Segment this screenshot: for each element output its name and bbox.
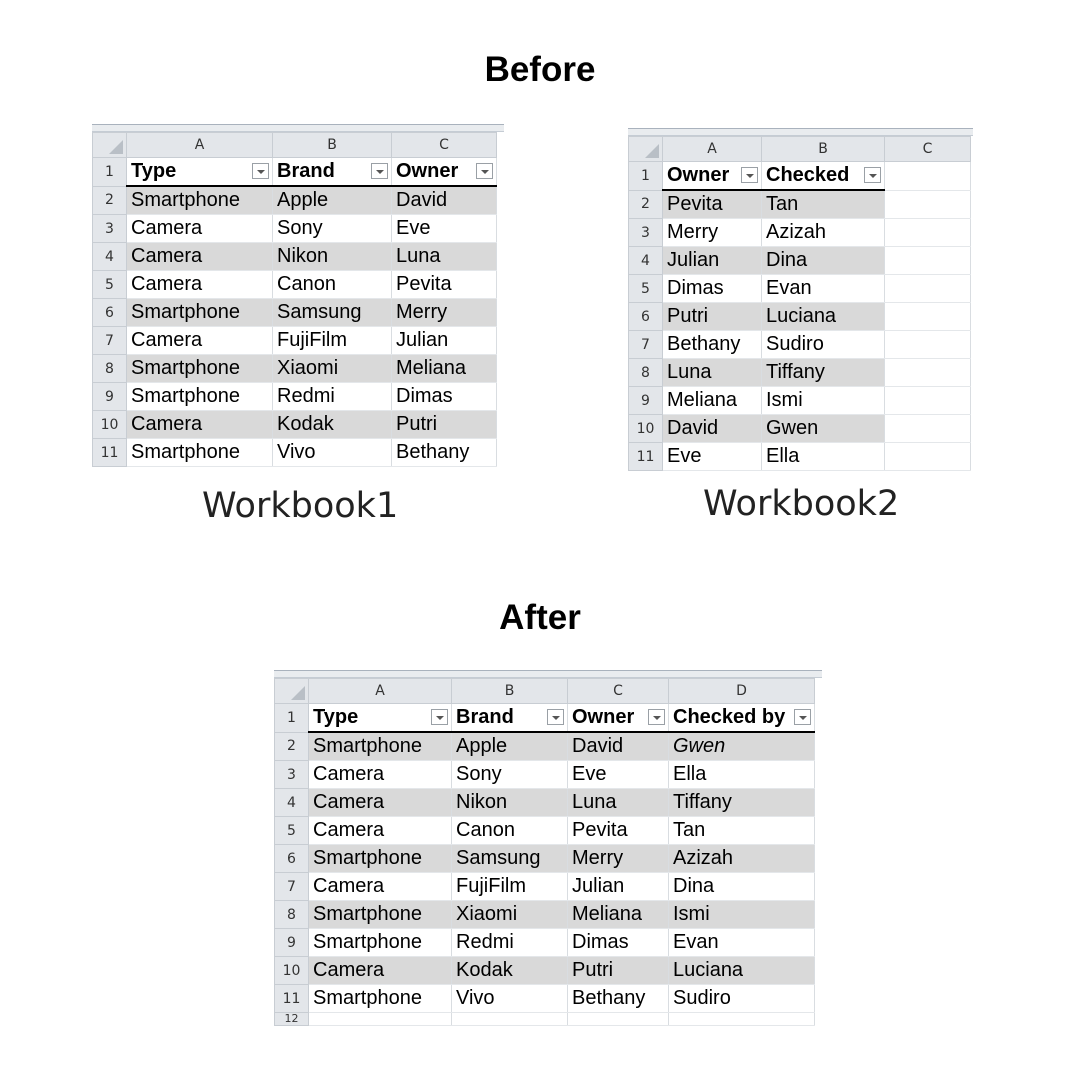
table-row: [93, 439, 497, 467]
data-cell[interactable]: Redmi: [452, 929, 568, 957]
row-number[interactable]: 6: [629, 303, 663, 331]
row-number[interactable]: 10: [629, 415, 663, 443]
before-heading: Before: [484, 50, 596, 89]
filter-dropdown-icon[interactable]: [648, 709, 665, 725]
empty-cell[interactable]: [885, 331, 971, 359]
column-title-cell[interactable]: [127, 158, 273, 187]
data-cell[interactable]: Smartphone: [309, 845, 452, 873]
data-cell[interactable]: Dimas: [568, 929, 669, 957]
row-number[interactable]: 2: [629, 190, 663, 219]
data-cell[interactable]: David: [663, 415, 762, 443]
table-row: [275, 817, 815, 845]
data-cell[interactable]: Dina: [669, 873, 815, 901]
data-cell[interactable]: Ella: [762, 443, 885, 471]
workbook2-sheet: [628, 128, 973, 471]
row-number[interactable]: 8: [629, 359, 663, 387]
filter-dropdown-icon[interactable]: [252, 163, 269, 179]
data-cell[interactable]: Julian: [663, 247, 762, 275]
data-cell[interactable]: Xiaomi: [273, 355, 392, 383]
column-title: Type: [313, 706, 359, 728]
column-title-cell[interactable]: [663, 162, 762, 191]
data-cell[interactable]: Luna: [392, 243, 497, 271]
data-cell[interactable]: Camera: [309, 761, 452, 789]
workbook1-sheet: [92, 124, 504, 467]
table-row: [93, 411, 497, 439]
workbook2-ribbon-strip: [628, 128, 973, 136]
table-row: [629, 190, 971, 219]
row-number[interactable]: 10: [93, 411, 127, 439]
row-number[interactable]: 5: [93, 271, 127, 299]
row-number[interactable]: 9: [629, 387, 663, 415]
data-cell[interactable]: David: [568, 732, 669, 761]
table-row: [93, 186, 497, 215]
table-row: [629, 331, 971, 359]
table-row: [629, 219, 971, 247]
data-cell[interactable]: Luciana: [762, 303, 885, 331]
data-cell[interactable]: Smartphone: [127, 439, 273, 467]
result-ribbon-strip: [274, 670, 822, 678]
data-cell[interactable]: Samsung: [452, 845, 568, 873]
filter-dropdown-icon[interactable]: [864, 167, 881, 183]
filter-dropdown-icon[interactable]: [431, 709, 448, 725]
empty-cell[interactable]: [885, 162, 971, 191]
row-number[interactable]: 8: [275, 901, 309, 929]
data-cell[interactable]: Samsung: [273, 299, 392, 327]
data-cell[interactable]: Bethany: [392, 439, 497, 467]
row-number[interactable]: 12: [275, 1013, 309, 1026]
row-number[interactable]: 7: [275, 873, 309, 901]
empty-cell[interactable]: [885, 219, 971, 247]
data-cell[interactable]: Smartphone: [309, 929, 452, 957]
column-title: Owner: [667, 164, 730, 186]
empty-cell[interactable]: [568, 1013, 669, 1026]
data-cell[interactable]: Ella: [669, 761, 815, 789]
row-number[interactable]: 5: [629, 275, 663, 303]
data-cell[interactable]: Evan: [669, 929, 815, 957]
column-title-cell[interactable]: [273, 158, 392, 187]
data-cell[interactable]: Camera: [309, 789, 452, 817]
data-cell[interactable]: Camera: [309, 873, 452, 901]
data-cell[interactable]: Eve: [568, 761, 669, 789]
column-title: Owner: [572, 706, 635, 728]
data-cell[interactable]: Sudiro: [669, 985, 815, 1013]
data-cell[interactable]: Tiffany: [762, 359, 885, 387]
select-all-corner[interactable]: [275, 679, 309, 704]
data-cell[interactable]: Smartphone: [127, 355, 273, 383]
data-cell[interactable]: Smartphone: [309, 732, 452, 761]
column-header-b[interactable]: B: [452, 679, 568, 704]
data-cell[interactable]: Canon: [273, 271, 392, 299]
table-row: [275, 761, 815, 789]
empty-cell[interactable]: [885, 275, 971, 303]
data-cell[interactable]: Dimas: [392, 383, 497, 411]
workbook1-ribbon-strip: [92, 124, 504, 132]
data-cell[interactable]: Merry: [663, 219, 762, 247]
row-number[interactable]: 5: [275, 817, 309, 845]
row-number[interactable]: 9: [275, 929, 309, 957]
row-number[interactable]: 4: [93, 243, 127, 271]
data-cell[interactable]: Julian: [568, 873, 669, 901]
table-row: [629, 303, 971, 331]
column-header-a[interactable]: A: [309, 679, 452, 704]
data-cell[interactable]: Ismi: [762, 387, 885, 415]
empty-cell[interactable]: [885, 190, 971, 219]
empty-cell[interactable]: [452, 1013, 568, 1026]
data-cell[interactable]: Smartphone: [309, 985, 452, 1013]
table-row: [275, 873, 815, 901]
row-number[interactable]: 11: [93, 439, 127, 467]
column-header-d[interactable]: D: [669, 679, 815, 704]
data-cell[interactable]: Tiffany: [669, 789, 815, 817]
data-cell[interactable]: Bethany: [663, 331, 762, 359]
table-row: [93, 271, 497, 299]
table-row: [275, 901, 815, 929]
data-cell[interactable]: Camera: [309, 817, 452, 845]
row-number[interactable]: 1: [93, 158, 127, 187]
column-header-c[interactable]: C: [885, 137, 971, 162]
select-all-corner[interactable]: [93, 133, 127, 158]
row-number[interactable]: 3: [275, 761, 309, 789]
filter-dropdown-icon[interactable]: [741, 167, 758, 183]
table-row: [93, 215, 497, 243]
empty-cell[interactable]: [885, 415, 971, 443]
header-row: [93, 158, 497, 187]
data-cell[interactable]: Putri: [663, 303, 762, 331]
row-number[interactable]: 11: [629, 443, 663, 471]
workbook1-caption: Workbook1: [202, 486, 399, 526]
row-number[interactable]: 11: [275, 985, 309, 1013]
column-title: Type: [131, 160, 177, 182]
data-cell[interactable]: Camera: [127, 271, 273, 299]
column-header-c[interactable]: C: [392, 133, 497, 158]
row-number[interactable]: 6: [275, 845, 309, 873]
table-row: [629, 359, 971, 387]
row-number[interactable]: 3: [629, 219, 663, 247]
column-header-a[interactable]: A: [663, 137, 762, 162]
row-number[interactable]: 4: [629, 247, 663, 275]
table-row: [93, 299, 497, 327]
select-all-corner[interactable]: [629, 137, 663, 162]
after-heading: After: [499, 598, 581, 637]
data-cell[interactable]: Luciana: [669, 957, 815, 985]
table-row: [93, 355, 497, 383]
data-cell[interactable]: Putri: [568, 957, 669, 985]
empty-cell[interactable]: [669, 1013, 815, 1026]
data-cell[interactable]: Smartphone: [127, 186, 273, 215]
column-title: Checked: [766, 164, 850, 186]
table-row: [93, 383, 497, 411]
result-sheet: [274, 670, 822, 1026]
data-cell[interactable]: Tan: [669, 817, 815, 845]
data-cell[interactable]: Smartphone: [127, 383, 273, 411]
data-cell[interactable]: Xiaomi: [452, 901, 568, 929]
data-cell[interactable]: Meliana: [663, 387, 762, 415]
table-row: [275, 732, 815, 761]
data-cell[interactable]: Nikon: [452, 789, 568, 817]
table-row: [275, 1013, 815, 1026]
data-cell[interactable]: Luna: [568, 789, 669, 817]
row-number[interactable]: 8: [93, 355, 127, 383]
filter-dropdown-icon[interactable]: [547, 709, 564, 725]
data-cell[interactable]: Apple: [273, 186, 392, 215]
table-row: [93, 243, 497, 271]
data-cell[interactable]: Pevita: [663, 190, 762, 219]
data-cell[interactable]: Smartphone: [309, 901, 452, 929]
column-title: Checked by: [673, 706, 786, 728]
data-cell[interactable]: Kodak: [452, 957, 568, 985]
data-cell[interactable]: Merry: [392, 299, 497, 327]
result-grid: [274, 678, 815, 1026]
data-cell[interactable]: Pevita: [568, 817, 669, 845]
data-cell[interactable]: Sony: [452, 761, 568, 789]
empty-cell[interactable]: [885, 303, 971, 331]
data-cell[interactable]: Camera: [127, 215, 273, 243]
empty-cell[interactable]: [885, 247, 971, 275]
data-cell[interactable]: Redmi: [273, 383, 392, 411]
row-number[interactable]: 1: [629, 162, 663, 191]
data-cell[interactable]: Camera: [309, 957, 452, 985]
data-cell[interactable]: Nikon: [273, 243, 392, 271]
row-number[interactable]: 1: [275, 704, 309, 733]
filter-dropdown-icon[interactable]: [476, 163, 493, 179]
data-cell[interactable]: David: [392, 186, 497, 215]
data-cell[interactable]: Putri: [392, 411, 497, 439]
empty-cell[interactable]: [309, 1013, 452, 1026]
data-cell[interactable]: Apple: [452, 732, 568, 761]
empty-cell[interactable]: [885, 443, 971, 471]
data-cell[interactable]: Vivo: [273, 439, 392, 467]
data-cell[interactable]: Camera: [127, 243, 273, 271]
table-row: [275, 957, 815, 985]
data-cell[interactable]: Smartphone: [127, 299, 273, 327]
column-title-cell[interactable]: [568, 704, 669, 733]
data-cell[interactable]: Sony: [273, 215, 392, 243]
empty-cell[interactable]: [885, 387, 971, 415]
data-cell[interactable]: Sudiro: [762, 331, 885, 359]
column-title-cell[interactable]: [392, 158, 497, 187]
table-row: [629, 247, 971, 275]
data-cell[interactable]: Eve: [663, 443, 762, 471]
table-row: [629, 415, 971, 443]
data-cell[interactable]: Camera: [127, 411, 273, 439]
table-row: [275, 845, 815, 873]
column-title-cell[interactable]: [762, 162, 885, 191]
data-cell[interactable]: Luna: [663, 359, 762, 387]
column-header-c[interactable]: C: [568, 679, 669, 704]
data-cell[interactable]: Dina: [762, 247, 885, 275]
data-cell[interactable]: Canon: [452, 817, 568, 845]
header-row: [629, 162, 971, 191]
table-row: [275, 929, 815, 957]
workbook2-caption: Workbook2: [703, 484, 900, 524]
data-cell[interactable]: Pevita: [392, 271, 497, 299]
table-row: [93, 327, 497, 355]
data-cell[interactable]: Tan: [762, 190, 885, 219]
row-number[interactable]: 7: [629, 331, 663, 359]
column-title-cell[interactable]: [669, 704, 815, 733]
row-number[interactable]: 7: [93, 327, 127, 355]
empty-cell[interactable]: [885, 359, 971, 387]
table-row: [275, 789, 815, 817]
column-title-cell[interactable]: [309, 704, 452, 733]
data-cell[interactable]: Kodak: [273, 411, 392, 439]
data-cell[interactable]: FujiFilm: [452, 873, 568, 901]
table-row: [629, 443, 971, 471]
column-title: Brand: [277, 160, 335, 182]
data-cell[interactable]: Dimas: [663, 275, 762, 303]
data-cell[interactable]: Meliana: [568, 901, 669, 929]
data-cell[interactable]: Eve: [392, 215, 497, 243]
column-header-b[interactable]: B: [762, 137, 885, 162]
filter-dropdown-icon[interactable]: [371, 163, 388, 179]
header-row: [275, 704, 815, 733]
table-row: [629, 275, 971, 303]
table-row: [275, 985, 815, 1013]
data-cell[interactable]: Julian: [392, 327, 497, 355]
row-number[interactable]: 2: [275, 732, 309, 761]
data-cell[interactable]: Vivo: [452, 985, 568, 1013]
data-cell[interactable]: Azizah: [669, 845, 815, 873]
row-number[interactable]: 10: [275, 957, 309, 985]
column-title: Brand: [456, 706, 514, 728]
data-cell[interactable]: Gwen: [669, 732, 815, 761]
data-cell[interactable]: Camera: [127, 327, 273, 355]
row-number[interactable]: 4: [275, 789, 309, 817]
row-number[interactable]: 6: [93, 299, 127, 327]
data-cell[interactable]: Gwen: [762, 415, 885, 443]
data-cell[interactable]: Bethany: [568, 985, 669, 1013]
column-header-a[interactable]: A: [127, 133, 273, 158]
column-title: Owner: [396, 160, 459, 182]
data-cell[interactable]: Ismi: [669, 901, 815, 929]
data-cell[interactable]: Evan: [762, 275, 885, 303]
column-title-cell[interactable]: [452, 704, 568, 733]
row-number[interactable]: 2: [93, 186, 127, 215]
row-number[interactable]: 3: [93, 215, 127, 243]
column-header-b[interactable]: B: [273, 133, 392, 158]
workbook2-grid: [628, 136, 971, 471]
data-cell[interactable]: Azizah: [762, 219, 885, 247]
table-row: [629, 387, 971, 415]
data-cell[interactable]: Merry: [568, 845, 669, 873]
data-cell[interactable]: Meliana: [392, 355, 497, 383]
data-cell[interactable]: FujiFilm: [273, 327, 392, 355]
workbook1-grid: [92, 132, 497, 467]
row-number[interactable]: 9: [93, 383, 127, 411]
filter-dropdown-icon[interactable]: [794, 709, 811, 725]
